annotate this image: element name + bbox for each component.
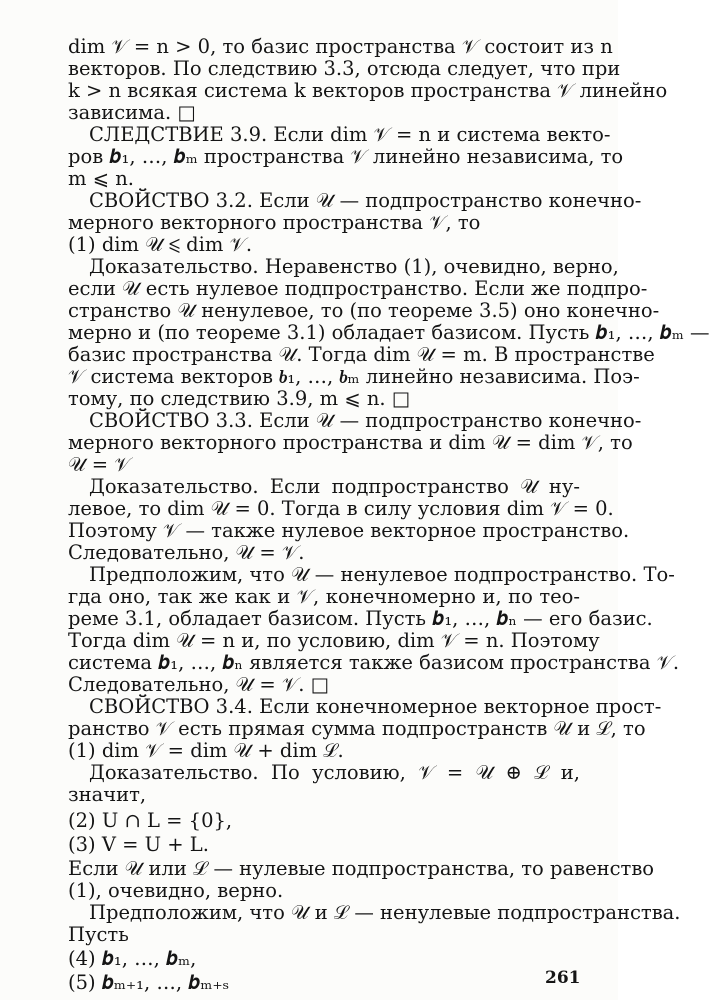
- formula-line: (5) 𝒃ₘ₊₁, …, 𝒃ₘ₊ₛ: [68, 971, 230, 994]
- text-line: тому, по следствию 3.9, m ⩽ n. □: [68, 387, 411, 410]
- text-line: базис пространства 𝒰. Тогда dim 𝒰 = m. В пространстве: [68, 343, 655, 366]
- text-line: ров 𝒃₁, …, 𝒃ₘ пространства 𝒱 линейно независима, то: [68, 145, 624, 168]
- text-line: 𝒱 система векторов 𝒃₁, …, 𝒃ₘ линейно независима. Поэ-: [68, 365, 640, 388]
- text-line: Если 𝒰 или ℒ — нулевые подпространства, то равенство: [68, 857, 655, 880]
- corollary-heading: СЛЕДСТВИЕ 3.9. Если dim 𝒱 = n и система векто-: [89, 123, 611, 146]
- text-line: Следовательно, 𝒰 = 𝒱. □: [68, 673, 330, 696]
- property-heading: СВОЙСТВО 3.2. Если 𝒰 — подпространство конечно-: [89, 189, 642, 212]
- text-line: левое, то dim 𝒰 = 0. Тогда в силу условия dim 𝒱 = 0.: [68, 497, 614, 520]
- text-line: 𝒰 = 𝒱: [68, 453, 131, 476]
- text-line: Поэтому 𝒱 — также нулевое векторное пространство.: [68, 519, 630, 542]
- text-line: значит,: [68, 783, 147, 806]
- text-line: m ⩽ n.: [68, 167, 134, 190]
- text-line: k > n всякая система k векторов пространства 𝒱 линейно: [68, 79, 668, 102]
- text-line: Предположим, что 𝒰 и ℒ — ненулевые подпространства.: [89, 901, 681, 924]
- text-line: зависима. □: [68, 101, 196, 124]
- formula-line: (1) dim 𝒱 = dim 𝒰 + dim ℒ.: [68, 739, 344, 762]
- formula-line: (4) 𝒃₁, …, 𝒃ₘ,: [68, 947, 197, 970]
- text-line: система 𝒃₁, …, 𝒃ₙ является также базисом пространства 𝒱.: [68, 651, 680, 674]
- formula-line: (3) V = U + L.: [68, 833, 209, 856]
- property-heading: СВОЙСТВО 3.4. Если конечномерное векторное прост-: [89, 695, 662, 718]
- text-line: реме 3.1, обладает базисом. Пусть 𝒃₁, …, 𝒃ₙ — его базис.: [68, 607, 653, 630]
- proof-heading: Доказательство. Если подпространство 𝒰 ну-: [89, 475, 580, 498]
- text-line: мерно и (по теореме 3.1) обладает базисом. Пусть 𝒃₁, …, 𝒃ₘ —: [68, 321, 710, 344]
- proof-heading: Доказательство. Неравенство (1), очевидно, верно,: [89, 255, 619, 278]
- formula-line: (2) U ∩ L = {0},: [68, 809, 233, 832]
- text-line: Тогда dim 𝒰 = n и, по условию, dim 𝒱 = n. Поэтому: [68, 629, 600, 652]
- page-number: 261: [545, 968, 581, 988]
- property-heading: СВОЙСТВО 3.3. Если 𝒰 — подпространство конечно-: [89, 409, 642, 432]
- text-line: Пусть: [68, 923, 129, 946]
- text-line: Следовательно, 𝒰 = 𝒱.: [68, 541, 305, 564]
- text-line: (1), очевидно, верно.: [68, 879, 284, 902]
- text-line: dim 𝒱 = n > 0, то базис пространства 𝒱 состоит из n: [68, 35, 613, 58]
- text-line: ранство 𝒱 есть прямая сумма подпространств 𝒰 и ℒ, то: [68, 717, 646, 740]
- text-line: мерного векторного пространства и dim 𝒰 = dim 𝒱, то: [68, 431, 633, 454]
- text-line: гда оно, так же как и 𝒱, конечномерно и, по тео-: [68, 585, 580, 608]
- text-line: мерного векторного пространства 𝒱, то: [68, 211, 481, 234]
- text-line: странство 𝒰 ненулевое, то (по теореме 3.5) оно конечно-: [68, 299, 660, 322]
- text-line: Предположим, что 𝒰 — ненулевое подпространство. То-: [89, 563, 675, 586]
- proof-heading: Доказательство. По условию, 𝒱 = 𝒰 ⊕ ℒ и,: [89, 761, 580, 784]
- formula-line: (1) dim 𝒰 ⩽ dim 𝒱.: [68, 233, 253, 256]
- text-line: если 𝒰 есть нулевое подпространство. Если же подпро-: [68, 277, 648, 300]
- text-line: векторов. По следствию 3.3, отсюда следует, что при: [68, 57, 621, 80]
